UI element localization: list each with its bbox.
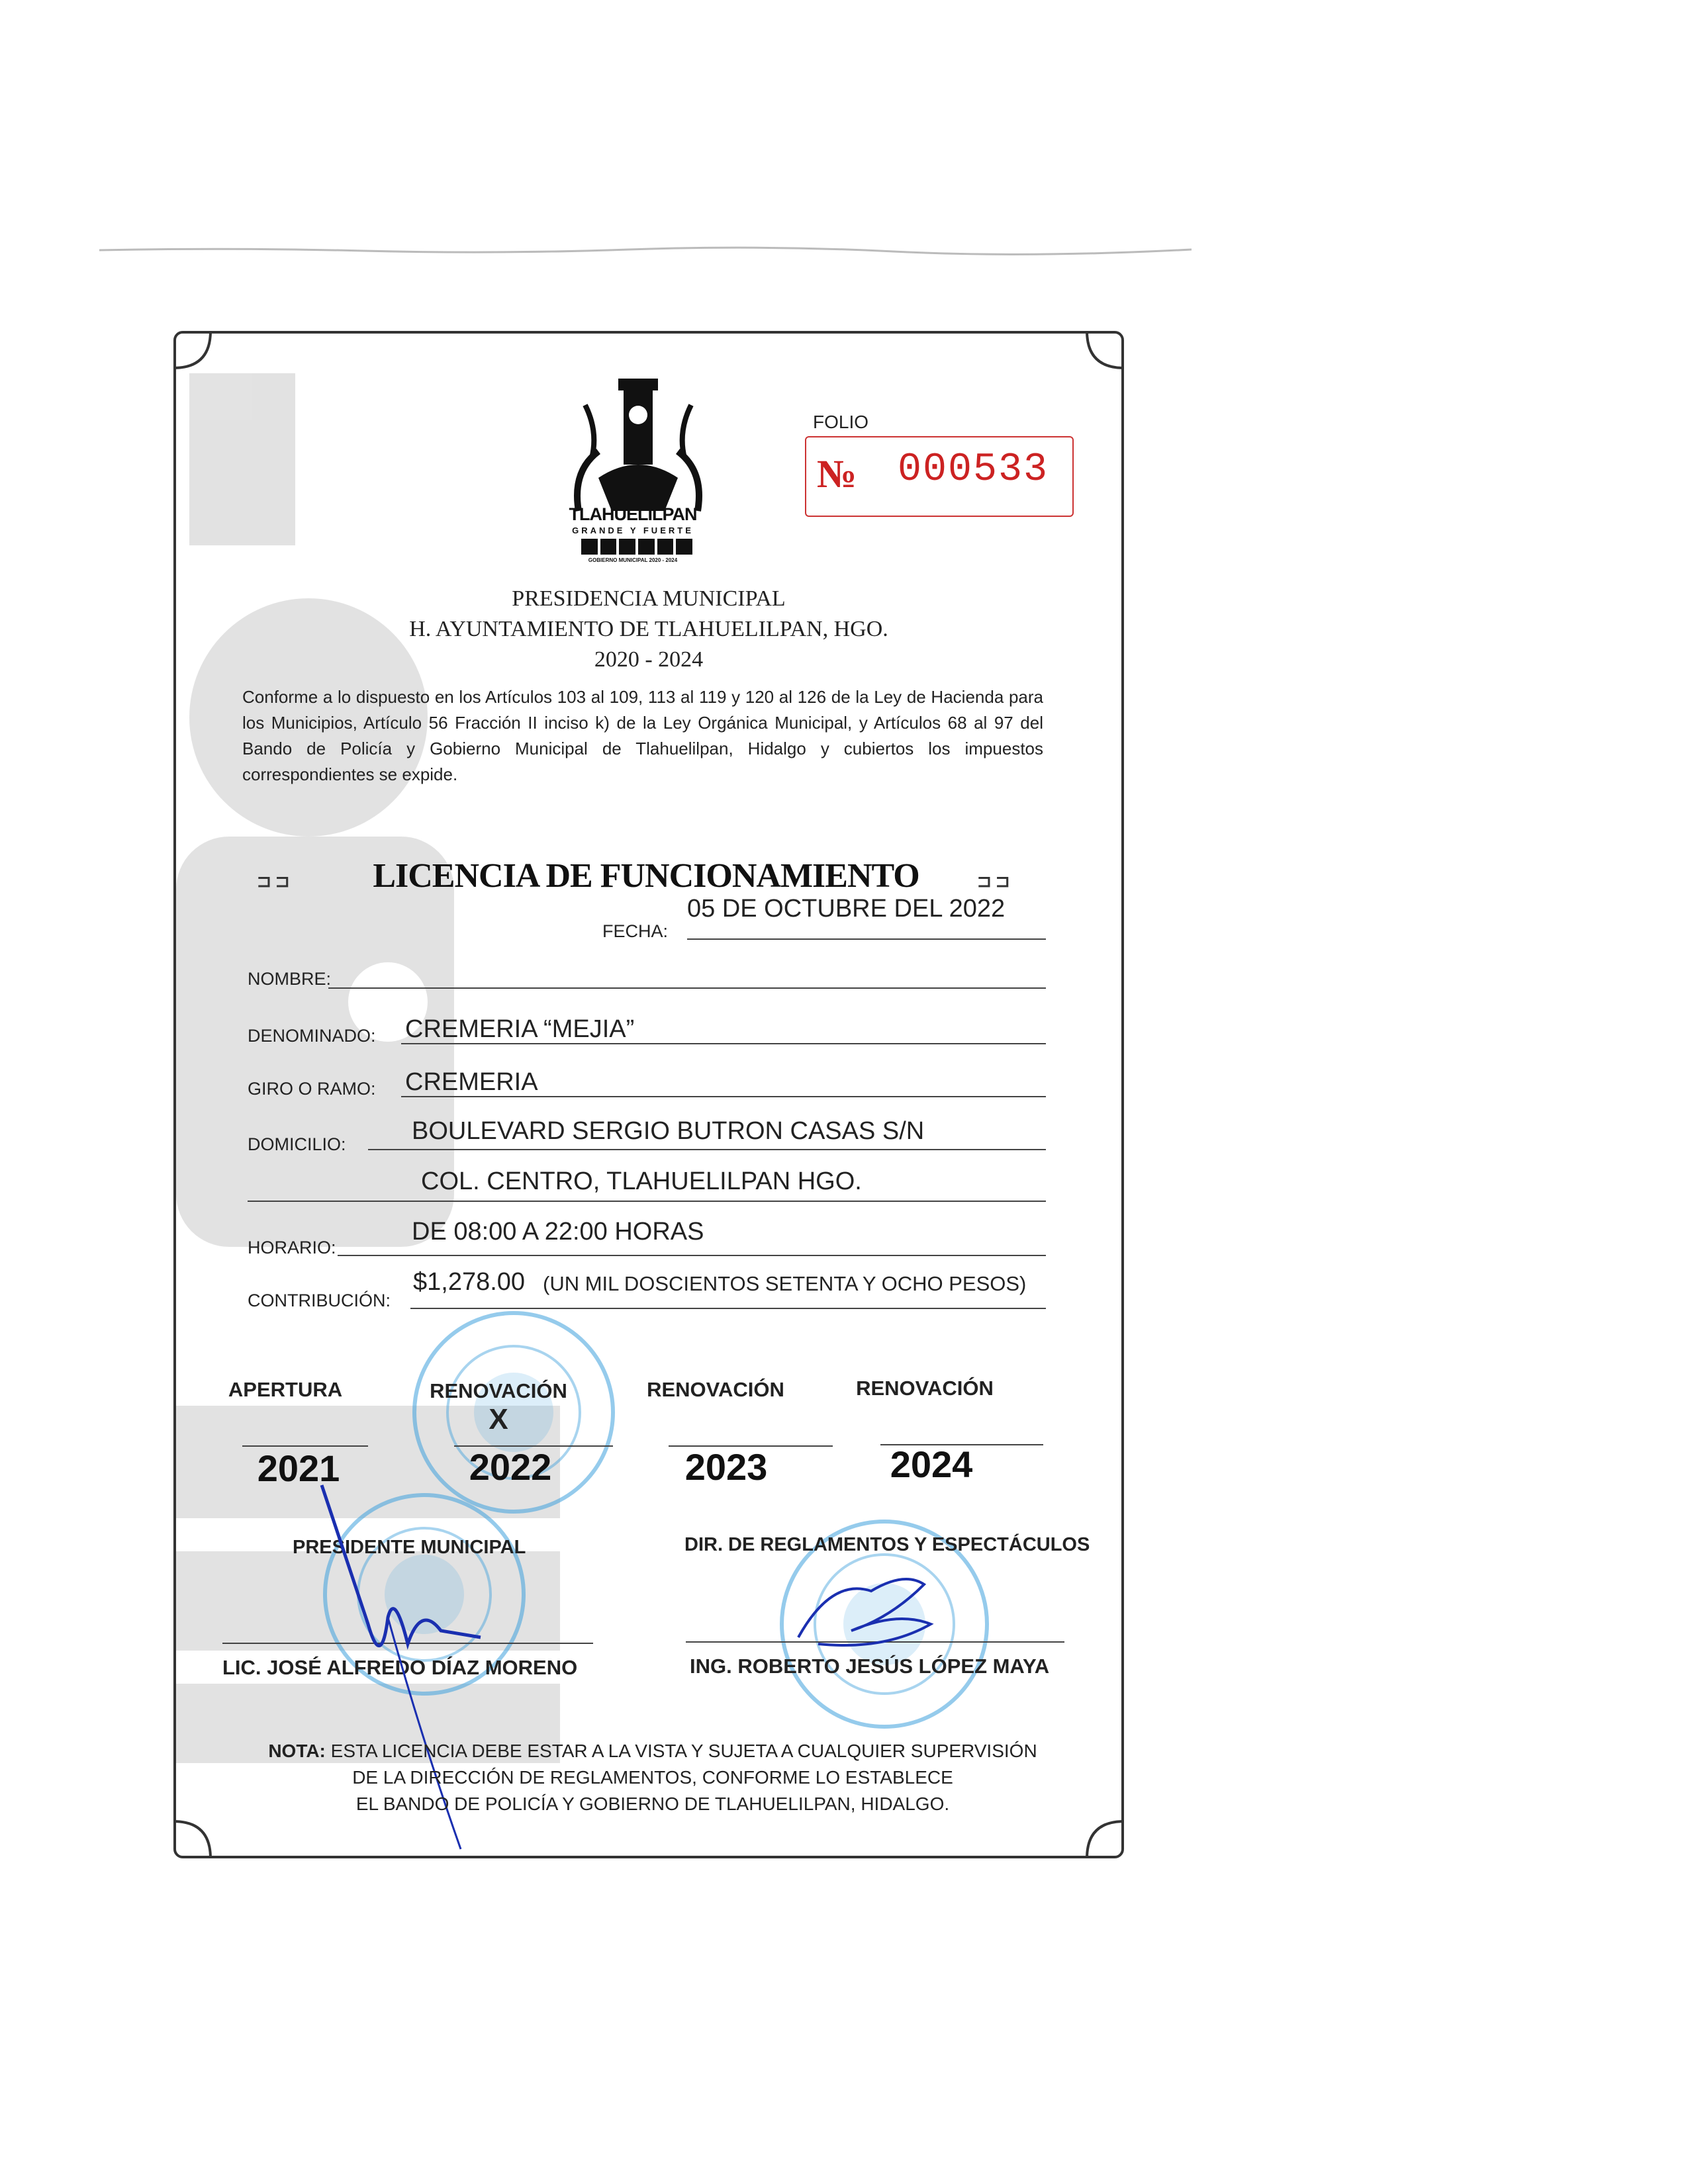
denominado-label: DENOMINADO: bbox=[248, 1026, 376, 1046]
giro-rule bbox=[401, 1096, 1046, 1097]
domicilio-rule-2 bbox=[248, 1201, 1046, 1202]
period-label: RENOVACIÓN bbox=[430, 1379, 567, 1402]
denominado-rule bbox=[401, 1043, 1046, 1044]
logo-government-period: GOBIERNO MUNICIPAL 2020 - 2024 bbox=[588, 557, 678, 563]
period-year: 2024 bbox=[890, 1443, 973, 1485]
period-year: 2022 bbox=[469, 1446, 552, 1488]
period-year: 2023 bbox=[684, 1446, 768, 1488]
folio-number-sign: № bbox=[817, 452, 857, 496]
nombre-label: NOMBRE: bbox=[248, 969, 332, 989]
contribucion-rule bbox=[410, 1308, 1046, 1309]
title-ornament-right: ⊐⊐ bbox=[977, 871, 1014, 891]
logo-motto: GRANDE Y FUERTE bbox=[572, 525, 694, 535]
domicilio-value-2: COL. CENTRO, TLAHUELILPAN HGO. bbox=[421, 1167, 862, 1195]
nota-line-2: DE LA DIRECCIÓN DE REGLAMENTOS, CONFORME LO ESTABLECE bbox=[352, 1767, 953, 1788]
horario-value: DE 08:00 A 22:00 HORAS bbox=[412, 1218, 704, 1246]
title-ornament-left: ⊐⊐ bbox=[257, 871, 294, 891]
fecha-rule bbox=[687, 938, 1046, 940]
torn-paper-edge bbox=[99, 246, 1192, 255]
folio-label: FOLIO bbox=[813, 412, 869, 432]
nota-line-1: ESTA LICENCIA DEBE ESTAR A LA VISTA Y SUJETA A CUALQUIER SUPERVISIÓN bbox=[330, 1741, 1037, 1761]
signature-rule bbox=[222, 1643, 593, 1644]
legal-intro: Conforme a lo dispuesto en los Artículos 103 al 109, 113 al 119 y 120 al 126 de la Ley de Hacienda para los Municipios, Artículo 56 Fracción II inciso k) de la Ley Orgánica Municipal, y Artículos 68 al 97 del Bando de Policía y Gobierno Municipal de Tlahuelilpan, Hidalgo y cubiertos los impuestos correspondientes se expide. bbox=[242, 687, 1043, 784]
director-title: DIR. DE REGLAMENTOS Y ESPECTÁCULOS bbox=[684, 1534, 1090, 1555]
license-document bbox=[173, 331, 1124, 1858]
nota-label: NOTA: bbox=[268, 1741, 326, 1761]
corner-notch bbox=[1084, 1819, 1124, 1858]
domicilio-label: DOMICILIO: bbox=[248, 1134, 346, 1154]
logo-name: TLAHUELILPAN bbox=[569, 504, 697, 524]
period-label: RENOVACIÓN bbox=[647, 1378, 784, 1401]
contribucion-text: (UN MIL DOSCIENTOS SETENTA Y OCHO PESOS) bbox=[543, 1272, 1027, 1295]
nombre-rule bbox=[328, 987, 1046, 989]
denominado-value: CREMERIA “MEJIA” bbox=[405, 1015, 635, 1043]
header-line-2: H. AYUNTAMIENTO DE TLAHUELILPAN, HGO. bbox=[409, 617, 888, 641]
period-year: 2021 bbox=[257, 1447, 340, 1489]
domicilio-rule-1 bbox=[368, 1149, 1046, 1150]
corner-notch bbox=[173, 331, 213, 371]
header-line-1: PRESIDENCIA MUNICIPAL bbox=[512, 586, 786, 611]
period-label: APERTURA bbox=[228, 1378, 343, 1401]
nota bbox=[216, 1738, 1090, 1817]
contribucion-amount: $1,278.00 bbox=[413, 1268, 526, 1296]
giro-value: CREMERIA bbox=[405, 1068, 538, 1096]
folio-number: 000533 bbox=[898, 447, 1049, 492]
fecha-value: 05 DE OCTUBRE DEL 2022 bbox=[687, 895, 1006, 923]
horario-label: HORARIO: bbox=[248, 1238, 336, 1257]
period-label: RENOVACIÓN bbox=[856, 1377, 994, 1400]
corner-notch bbox=[173, 1819, 213, 1858]
director-name: ING. ROBERTO JESÚS LÓPEZ MAYA bbox=[690, 1655, 1050, 1678]
fecha-label: FECHA: bbox=[602, 921, 669, 941]
header-line-3: 2020 - 2024 bbox=[594, 647, 704, 672]
contribucion-label: CONTRIBUCIÓN: bbox=[248, 1291, 391, 1310]
giro-label: GIRO O RAMO: bbox=[248, 1079, 376, 1099]
domicilio-value-1: BOULEVARD SERGIO BUTRON CASAS S/N bbox=[412, 1117, 925, 1145]
signature-rule bbox=[686, 1641, 1064, 1643]
nota-line-3: EL BANDO DE POLICÍA Y GOBIERNO DE TLAHUELILPAN, HIDALGO. bbox=[355, 1794, 950, 1814]
logo-blocks bbox=[581, 539, 692, 555]
corner-notch bbox=[1084, 331, 1124, 371]
period-mark: X bbox=[489, 1403, 508, 1435]
presidente-title: PRESIDENTE MUNICIPAL bbox=[293, 1537, 526, 1558]
presidente-name: LIC. JOSÉ ALFREDO DÍAZ MORENO bbox=[222, 1656, 578, 1679]
document-title: LICENCIA DE FUNCIONAMIENTO bbox=[373, 857, 919, 895]
horario-rule bbox=[338, 1255, 1046, 1256]
director-signature bbox=[792, 1565, 944, 1664]
